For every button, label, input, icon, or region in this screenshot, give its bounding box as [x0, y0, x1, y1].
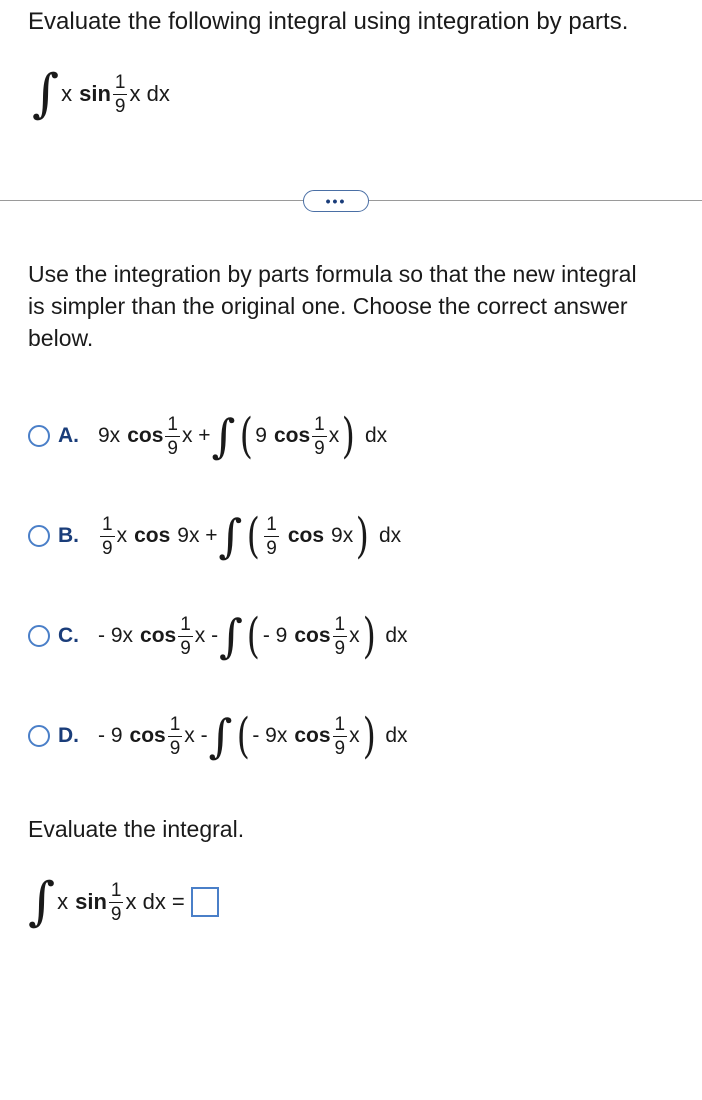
option-b[interactable] — [28, 508, 402, 564]
option-d-expression: - 9 cos $\frac{1}{9}$ x - ∫ ( - 9x cos $\frac{1}{9}$ x ) dx — [98, 708, 408, 764]
evaluate-integral — [28, 872, 219, 932]
fraction: $\frac{1}{9}$ — [114, 71, 126, 117]
option-c[interactable] — [28, 608, 408, 664]
answer-input[interactable] — [191, 887, 219, 917]
radio-button-c[interactable] — [28, 625, 50, 647]
sin-function: sin — [79, 81, 111, 106]
integrand-tail: x dx = — [125, 889, 185, 914]
sin-function: sin — [75, 889, 107, 914]
integral-sign: ∫ — [208, 709, 233, 763]
radio-button-b[interactable] — [28, 525, 50, 547]
integral-sign: ∫ — [218, 509, 243, 563]
fraction: $\frac{1}{9}$ — [110, 879, 122, 925]
instructions-text: Use the integration by parts formula so that the new integral is simpler than the original one. Choose the correct answer below. — [28, 261, 637, 351]
integrand-x: x — [57, 889, 69, 914]
integral-sign: ∫ — [211, 409, 236, 463]
option-a[interactable] — [28, 408, 388, 464]
question-integral — [32, 64, 170, 124]
integral-sign: ∫ — [219, 609, 244, 663]
option-letter: B. — [58, 524, 79, 547]
option-a-expression: 9x cos $\frac{1}{9}$ x + ∫ ( 9 cos $\frac{1}{9}$ x ) dx — [98, 408, 388, 464]
option-letter: D. — [58, 724, 79, 747]
option-letter: A. — [58, 424, 79, 447]
option-b-expression: $\frac{1}{9}$ x cos 9x + ∫ ( $\frac{1}{9}$ cos 9x ) dx — [102, 508, 402, 564]
integrand-x: x — [61, 81, 73, 106]
option-letter: C. — [58, 624, 79, 647]
option-c-expression: - 9x cos $\frac{1}{9}$ x - ∫ ( - 9 cos $\frac{1}{9}$ x ) dx — [98, 608, 408, 664]
more-options-button[interactable]: ••• — [303, 190, 369, 212]
evaluate-label: Evaluate the integral. — [28, 816, 245, 842]
integral-sign: ∫ — [28, 872, 56, 932]
integral-sign: ∫ — [32, 64, 60, 124]
question-prompt: Evaluate the following integral using integration by parts. — [28, 8, 629, 35]
radio-button-a[interactable] — [28, 425, 50, 447]
option-d[interactable] — [28, 708, 408, 764]
integrand-tail: x dx — [129, 81, 170, 106]
radio-button-d[interactable] — [28, 725, 50, 747]
